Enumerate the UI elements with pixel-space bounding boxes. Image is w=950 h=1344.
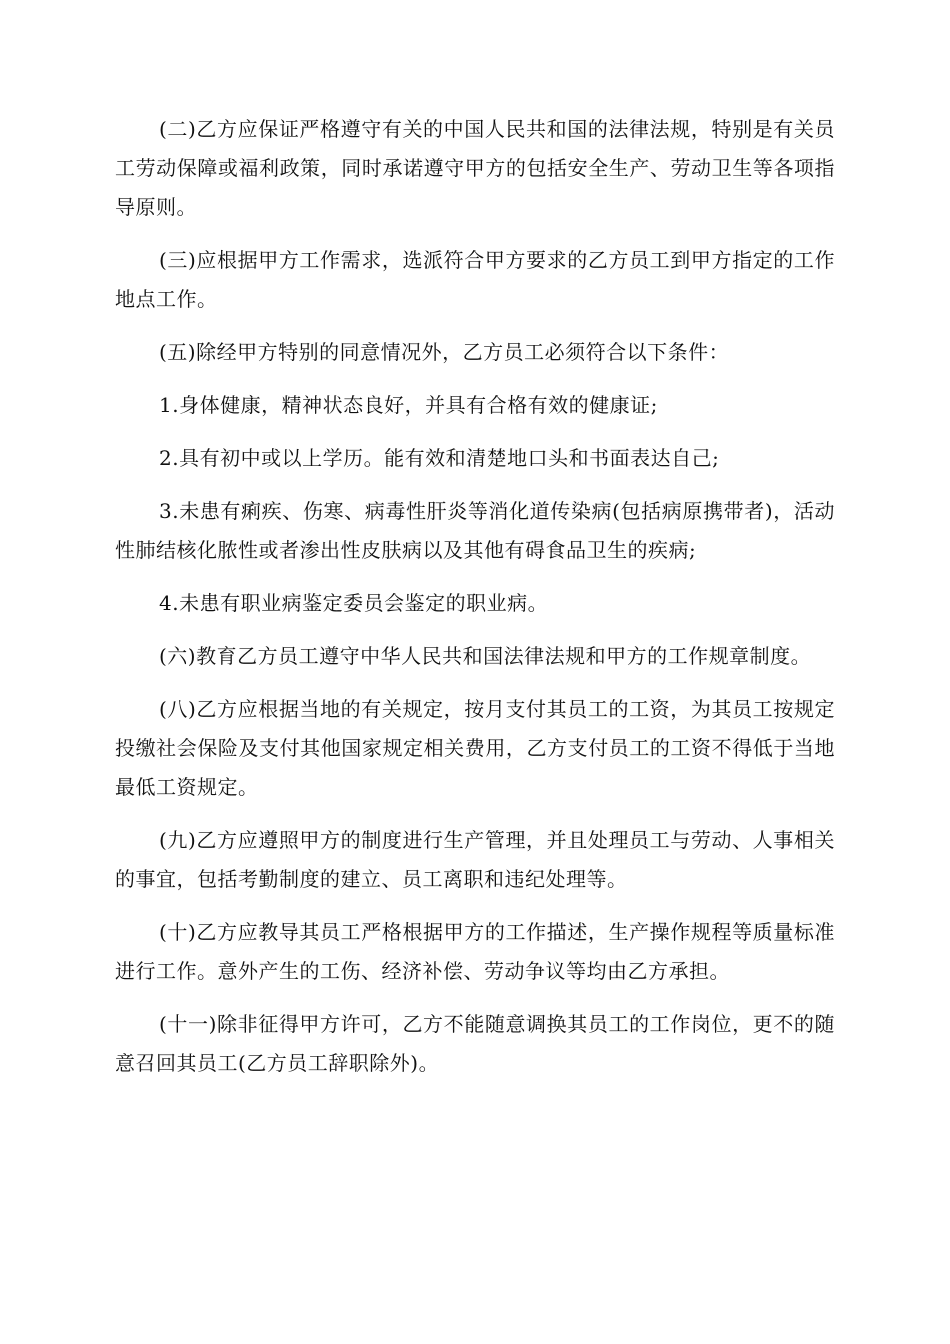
condition-2: 2.具有初中或以上学历。能有效和清楚地口头和书面表达自己; (159, 446, 720, 470)
condition-4: 4.未患有职业病鉴定委员会鉴定的职业病。 (159, 591, 549, 615)
document-body (115, 110, 835, 1097)
clause-2: (二)乙方应保证严格遵守有关的中国人民共和国的法律法规，特别是有关员工劳动保障或福利政策，同时承诺遵守甲方的包括安全生产、劳动卫生等各项指导原则。 (115, 117, 835, 219)
clause-10: (十)乙方应教导其员工严格根据甲方的工作描述，生产操作规程等质量标准进行工作。意外产生的工伤、经济补偿、劳动争议等均由乙方承担。 (115, 920, 835, 983)
condition-1: 1.身体健康，精神状态良好，并具有合格有效的健康证; (159, 393, 658, 417)
condition-3: 3.未患有痢疾、伤寒、病毒性肝炎等消化道传染病(包括病原携带者)，活动性肺结核化脓性或者渗出性皮肤病以及其他有碍食品卫生的疾病; (115, 499, 835, 562)
clause-6: (六)教育乙方员工遵守中华人民共和国法律法规和甲方的工作规章制度。 (159, 644, 812, 668)
clause-3: (三)应根据甲方工作需求，选派符合甲方要求的乙方员工到甲方指定的工作地点工作。 (115, 248, 835, 311)
clause-9: (九)乙方应遵照甲方的制度进行生产管理，并且处理员工与劳动、人事相关的事宜，包括考勤制度的建立、员工离职和违纪处理等。 (115, 828, 835, 891)
clause-5: (五)除经甲方特别的同意情况外，乙方员工必须符合以下条件： (159, 340, 730, 364)
clause-8: (八)乙方应根据当地的有关规定，按月支付其员工的工资，为其员工按规定投缴社会保险及支付其他国家规定相关费用，乙方支付员工的工资不得低于当地最低工资规定。 (115, 697, 835, 799)
clause-11: (十一)除非征得甲方许可，乙方不能随意调换其员工的工作岗位，更不的随意召回其员工(乙方员工辞职除外)。 (115, 1012, 835, 1075)
